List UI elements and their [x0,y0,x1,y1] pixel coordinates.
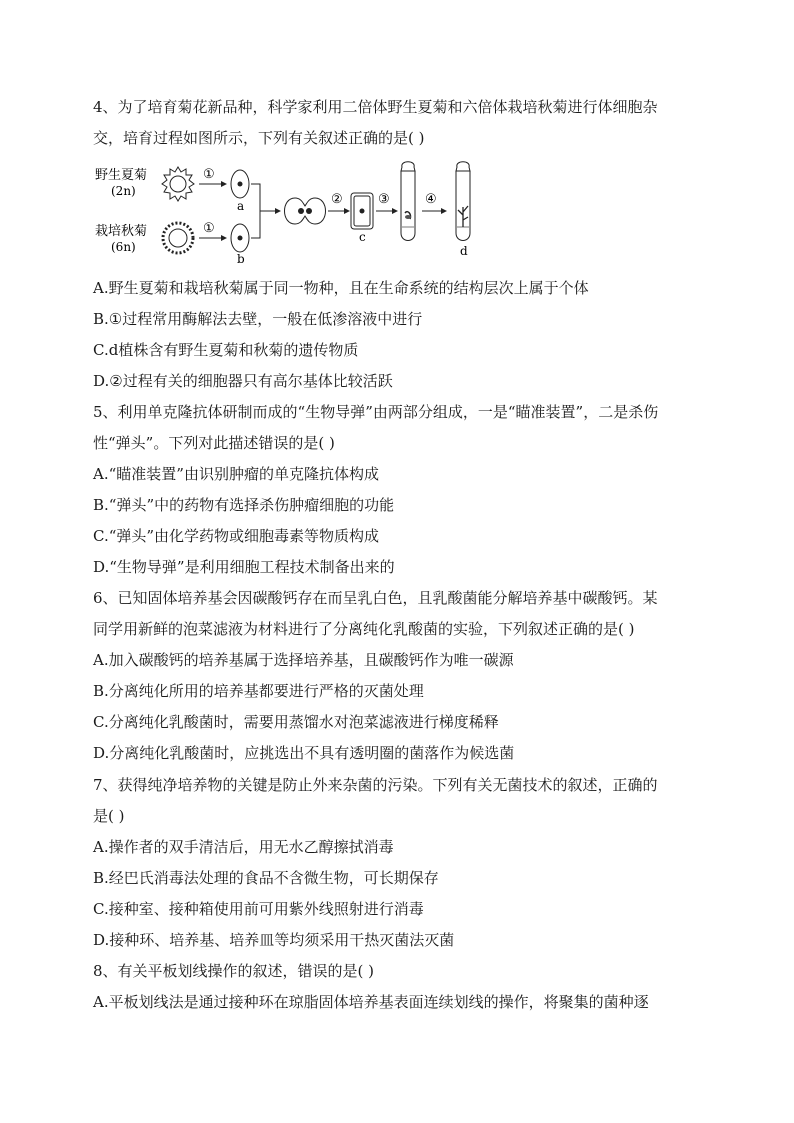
q4-stem-line2: 交，培育过程如图所示，下列有关叙述正确的是( ) [93,129,425,147]
q5-stem-line2: 性“弹头”。下列对此描述错误的是( ) [93,434,335,452]
step4-label: ④ [425,192,437,207]
q7-option-b: B.经巴氏消毒法处理的食品不含微生物，可长期保存 [93,869,439,887]
step1-top-label: ① [203,167,215,182]
q5-option-b: B.“弹头”中的药物有选择杀伤肿瘤细胞的功能 [93,496,395,514]
q4-option-c: C.d植株含有野生夏菊和秋菊的遗传物质 [93,341,359,359]
nucleus-a [238,182,243,187]
q5-stem-line1: 5、利用单克隆抗体研制而成的“生物导弹”由两部分组成，一是“瞄准装置”，二是杀伤 [93,403,659,421]
arrow-head-step3 [392,208,398,214]
cultivated-flower-icon [163,223,193,253]
arrow-head-step1-bottom [221,235,227,241]
arrow-head-fusion [275,208,281,214]
q8-option-a: A.平板划线法是通过接种环在琼脂固体培养基表面连续划线的操作，将聚集的菌种逐 [93,993,649,1011]
step2-label: ② [331,192,343,207]
q6-option-a: A.加入碳酸钙的培养基属于选择培养基，且碳酸钙作为唯一碳源 [93,651,514,669]
q6-option-d: D.分离纯化乳酸菌时，应挑选出不具有透明圈的菌落作为候选菌 [93,744,515,762]
arrow-head-step2 [344,208,350,214]
q7-option-a: A.操作者的双手清洁后，用无水乙醇擦拭消毒 [93,838,394,856]
label-wild-ploidy: (2n) [111,184,136,198]
label-cultivated-ploidy: (6n) [111,240,136,254]
q6-option-b: B.分离纯化所用的培养基都要进行严格的灭菌处理 [93,682,424,700]
q5-option-c: C.“弹头”由化学药物或细胞毒素等物质构成 [93,527,380,545]
q4-option-b: B.①过程常用酶解法去壁，一般在低渗溶液中进行 [93,310,423,328]
label-d: d [460,244,468,258]
label-cultivated-chrysanthemum: 栽培秋菊 [95,224,148,239]
merge-bracket [251,184,260,238]
q4-option-d: D.②过程有关的细胞器只有高尔基体比较活跃 [93,372,393,390]
step3-label: ③ [378,192,390,207]
q5-option-d: D.“生物导弹”是利用细胞工程技术制备出来的 [93,558,395,576]
arrow-head-step1-top [221,181,227,187]
hybrid-cell-c [351,193,373,229]
label-a: a [237,199,245,213]
nucleus-b [238,236,243,241]
q4-cell-fusion-diagram [95,157,505,265]
q6-stem-line1: 6、已知固体培养基会因碳酸钙存在而呈乳白色，且乳酸菌能分解培养基中碳酸钙。某 [93,589,658,607]
q8-stem-line1: 8、有关平板划线操作的叙述，错误的是( ) [93,962,375,980]
q5-option-a: A.“瞄准装置”由识别肿瘤的单克隆抗体构成 [93,465,379,483]
q7-option-c: C.接种室、接种箱使用前可用紫外线照射进行消毒 [93,900,424,918]
q4-option-a: A.野生夏菊和栽培秋菊属于同一物种，且在生命系统的结构层次上属于个体 [93,279,589,297]
step1-bottom-label: ① [203,221,215,236]
test-tube-callus [401,162,415,241]
wild-flower-icon [162,167,194,201]
label-wild-chrysanthemum: 野生夏菊 [95,168,148,183]
q6-option-c: C.分离纯化乳酸菌时，需要用蒸馏水对泡菜滤液进行梯度稀释 [93,713,499,731]
fused-cell [285,198,326,224]
q4-stem-line1: 4、为了培育菊花新品种，科学家利用二倍体野生夏菊和六倍体栽培秋菊进行体细胞杂 [93,98,658,116]
q7-option-d: D.接种环、培养基、培养皿等均须采用干热灭菌法灭菌 [93,931,455,949]
q7-stem-line2: 是( ) [93,807,125,825]
test-tube-plantlet-d [456,162,470,241]
q7-stem-line1: 7、获得纯净培养物的关键是防止外来杂菌的污染。下列有关无菌技术的叙述，正确的 [93,776,658,794]
arrow-head-step4 [441,208,447,214]
label-b: b [237,252,245,265]
q6-stem-line2: 同学用新鲜的泡菜滤液为材料进行了分离纯化乳酸菌的实验，下列叙述正确的是( ) [93,620,635,638]
label-c: c [359,230,366,244]
